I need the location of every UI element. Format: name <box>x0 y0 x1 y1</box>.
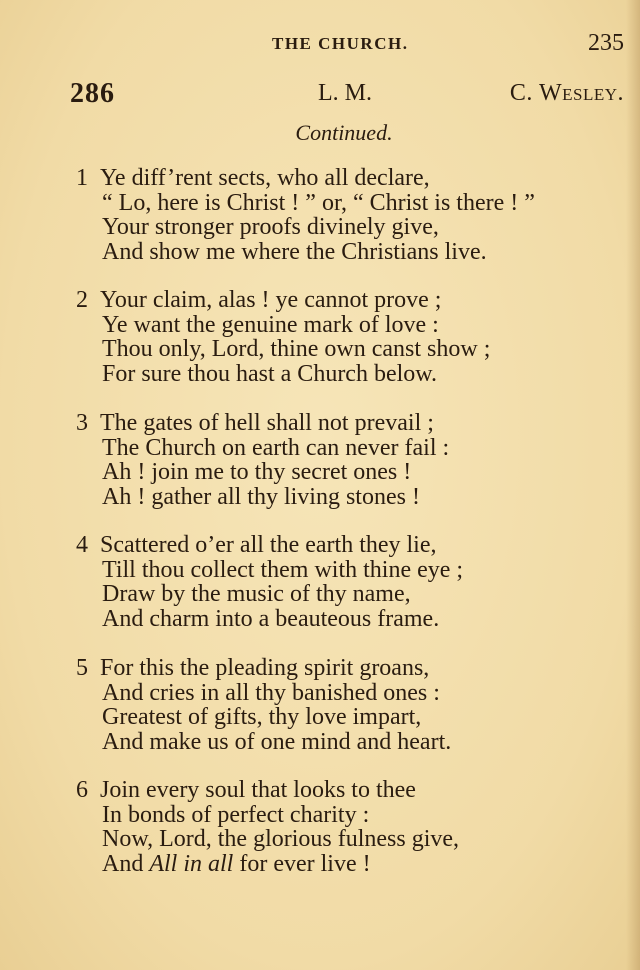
section-title: THE CHURCH. <box>272 34 409 53</box>
verse-line: And charm into a beauteous frame. <box>102 605 440 632</box>
verse-line: Draw by the music of thy name, <box>102 581 411 607</box>
verse-line: The gates of hell shall not prevail ; <box>100 410 434 436</box>
verse-line: Till thou collect them with thine eye ; <box>102 556 464 583</box>
verse-line: Your claim, alas ! ye cannot prove ; <box>100 287 442 313</box>
verse-line: “ Lo, here is Christ ! ” or, “ Christ is there ! ” <box>102 189 535 216</box>
verse-line: In bonds of perfect charity : <box>102 801 370 828</box>
verse-line: And make us of one mind and heart. <box>102 728 452 755</box>
stanza-number: 6 <box>76 777 88 803</box>
verse-line: Ah ! join me to thy secret ones ! <box>102 459 412 485</box>
verse-line: Ye want the genuine mark of love : <box>102 311 439 338</box>
stanza-number: 4 <box>76 532 88 558</box>
hymn-heading <box>0 78 640 112</box>
verse-text: for ever live ! <box>239 850 371 877</box>
page-number: 235 <box>588 30 624 56</box>
verse-line: Greatest of gifts, thy love impart, <box>102 704 422 730</box>
stanza-number: 3 <box>76 410 88 436</box>
verse-line: Thou only, Lord, thine own canst show ; <box>102 336 491 362</box>
verse-line: For this the pleading spirit groans, <box>100 655 430 681</box>
verse-line: Your stronger proofs divinely give, <box>102 214 439 240</box>
verse-line: Now, Lord, the glorious fulness give, <box>102 826 460 852</box>
verse-line: Scattered o’er all the earth they lie, <box>100 532 437 558</box>
hymn-meter: L. M. <box>318 80 372 106</box>
verse-line: Join every soul that looks to thee <box>100 777 416 803</box>
stanza-number: 2 <box>76 287 88 313</box>
hymn-number: 286 <box>70 78 115 109</box>
stanza-number: 5 <box>76 655 88 681</box>
hymn-author: C. Wesley. <box>509 80 624 106</box>
verse-line: And show me where the Christians live. <box>102 238 487 265</box>
italic-phrase: All in all <box>149 850 234 877</box>
continued-label: Continued. <box>295 120 393 145</box>
running-head <box>0 30 640 58</box>
verse-line-final <box>102 852 371 877</box>
verse-line: Ah ! gather all thy living stones ! <box>102 483 420 510</box>
verse-line: And cries in all thy banished ones : <box>102 679 440 706</box>
verse-line: Ye diff’rent sects, who all declare, <box>100 165 430 191</box>
stanza-number: 1 <box>76 165 88 191</box>
verse-line: For sure thou hast a Church below. <box>102 360 438 387</box>
verse-line: The Church on earth can never fail : <box>102 434 450 461</box>
verse-text: And <box>102 850 144 877</box>
